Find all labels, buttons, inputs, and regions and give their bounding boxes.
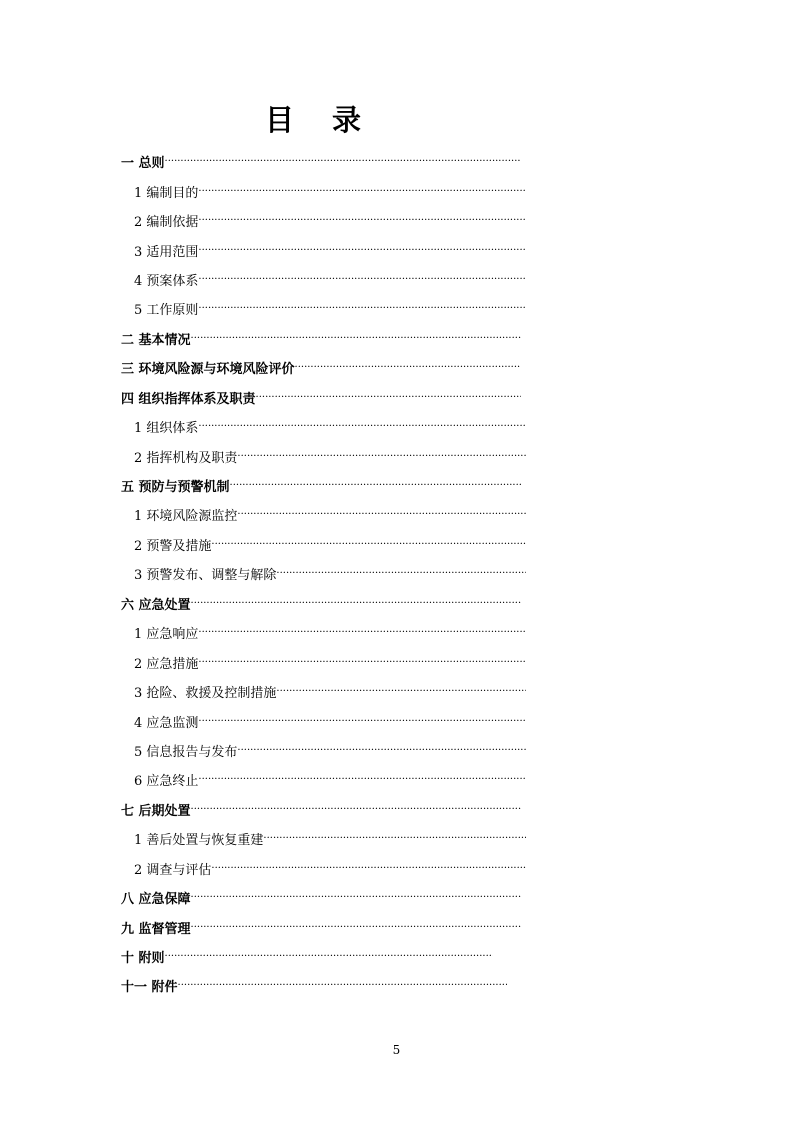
toc-subsection-entry[interactable] xyxy=(121,559,526,588)
toc-entry-label: 九 监督管理 xyxy=(121,921,191,937)
toc-subsection-entry[interactable] xyxy=(121,677,526,706)
toc-subsection-entry[interactable] xyxy=(121,235,526,264)
toc-section-entry[interactable] xyxy=(121,471,521,500)
toc-section-entry[interactable] xyxy=(121,795,521,824)
toc-subsection-entry[interactable] xyxy=(121,294,526,323)
toc-section-entry[interactable] xyxy=(121,383,521,412)
toc-dot-leader xyxy=(237,451,526,462)
toc-dot-leader xyxy=(198,274,526,285)
toc-entry-label: 2 预警及措施 xyxy=(134,538,212,554)
toc-entry-label: 3 抢险、救援及控制措施 xyxy=(134,686,277,702)
toc-subsection-entry[interactable] xyxy=(121,765,526,794)
toc-section-entry[interactable] xyxy=(121,971,507,1000)
toc-dot-leader xyxy=(198,627,526,638)
table-of-contents xyxy=(121,147,531,1001)
toc-subsection-entry[interactable] xyxy=(121,176,526,205)
toc-dot-leader xyxy=(211,863,526,874)
toc-dot-leader xyxy=(295,362,521,373)
toc-dot-leader xyxy=(165,951,493,962)
toc-entry-label: 八 应急保障 xyxy=(121,892,191,908)
toc-dot-leader xyxy=(198,186,526,197)
toc-entry-label: 2 应急措施 xyxy=(134,656,199,672)
toc-entry-label: 2 指挥机构及职责 xyxy=(134,450,238,466)
toc-dot-leader xyxy=(198,421,526,432)
toc-subsection-entry[interactable] xyxy=(121,824,526,853)
toc-subsection-entry[interactable] xyxy=(121,206,526,235)
toc-dot-leader xyxy=(230,480,521,491)
toc-dot-leader xyxy=(237,509,526,520)
toc-dot-leader xyxy=(198,245,526,256)
toc-dot-leader xyxy=(198,303,526,314)
toc-entry-label: 十 附则 xyxy=(121,951,165,967)
toc-dot-leader xyxy=(191,333,521,344)
toc-section-entry[interactable] xyxy=(121,942,493,971)
toc-dot-leader xyxy=(165,156,521,167)
toc-entry-label: 5 工作原则 xyxy=(134,303,199,319)
toc-entry-label: 1 应急响应 xyxy=(134,627,199,643)
toc-entry-label: 5 信息报告与发布 xyxy=(134,744,238,760)
toc-dot-leader xyxy=(211,539,526,550)
page-number: 5 xyxy=(392,1043,401,1057)
toc-dot-leader xyxy=(198,774,526,785)
toc-entry-label: 一 总则 xyxy=(121,156,165,172)
toc-subsection-entry[interactable] xyxy=(121,265,526,294)
toc-dot-leader xyxy=(198,657,526,668)
toc-entry-label: 4 预案体系 xyxy=(134,273,199,289)
toc-dot-leader xyxy=(276,568,526,579)
toc-entry-label: 3 预警发布、调整与解除 xyxy=(134,568,277,584)
toc-entry-label: 六 应急处置 xyxy=(121,597,191,613)
toc-dot-leader xyxy=(198,215,526,226)
toc-entry-label: 1 善后处置与恢复重建 xyxy=(134,833,264,849)
toc-subsection-entry[interactable] xyxy=(121,530,526,559)
toc-section-entry[interactable] xyxy=(121,883,521,912)
toc-subsection-entry[interactable] xyxy=(121,412,526,441)
toc-dot-leader xyxy=(263,833,526,844)
toc-subsection-entry[interactable] xyxy=(121,854,526,883)
toc-subsection-entry[interactable] xyxy=(121,647,526,676)
toc-dot-leader xyxy=(256,392,521,403)
toc-entry-label: 4 应急监测 xyxy=(134,715,199,731)
toc-dot-leader xyxy=(198,716,526,727)
toc-entry-label: 七 后期处置 xyxy=(121,803,191,819)
toc-section-entry[interactable] xyxy=(121,912,521,941)
toc-entry-label: 2 调查与评估 xyxy=(134,862,212,878)
toc-section-entry[interactable] xyxy=(121,324,521,353)
toc-dot-leader xyxy=(191,598,521,609)
toc-subsection-entry[interactable] xyxy=(121,706,526,735)
toc-section-entry[interactable] xyxy=(121,589,521,618)
toc-entry-label: 6 应急终止 xyxy=(134,774,199,790)
toc-dot-leader xyxy=(237,745,526,756)
toc-dot-leader xyxy=(191,892,521,903)
toc-subsection-entry[interactable] xyxy=(121,441,526,470)
toc-entry-label: 三 环境风险源与环境风险评价 xyxy=(121,362,295,378)
toc-entry-label: 五 预防与预警机制 xyxy=(121,480,230,496)
page-title: 目 录 xyxy=(264,103,376,137)
toc-dot-leader xyxy=(276,686,526,697)
toc-dot-leader xyxy=(178,980,507,991)
toc-subsection-entry[interactable] xyxy=(121,618,526,647)
toc-entry-label: 二 基本情况 xyxy=(121,332,191,348)
toc-subsection-entry[interactable] xyxy=(121,736,526,765)
toc-entry-label: 四 组织指挥体系及职责 xyxy=(121,391,256,407)
toc-entry-label: 1 组织体系 xyxy=(134,421,199,437)
toc-subsection-entry[interactable] xyxy=(121,500,526,529)
toc-section-entry[interactable] xyxy=(121,353,521,382)
toc-dot-leader xyxy=(191,922,521,933)
toc-entry-label: 1 环境风险源监控 xyxy=(134,509,238,525)
toc-entry-label: 3 适用范围 xyxy=(134,244,199,260)
toc-section-entry[interactable] xyxy=(121,147,521,176)
toc-entry-label: 十一 附件 xyxy=(121,980,178,996)
toc-dot-leader xyxy=(191,804,521,815)
toc-entry-label: 2 编制依据 xyxy=(134,215,199,231)
toc-entry-label: 1 编制目的 xyxy=(134,185,199,201)
